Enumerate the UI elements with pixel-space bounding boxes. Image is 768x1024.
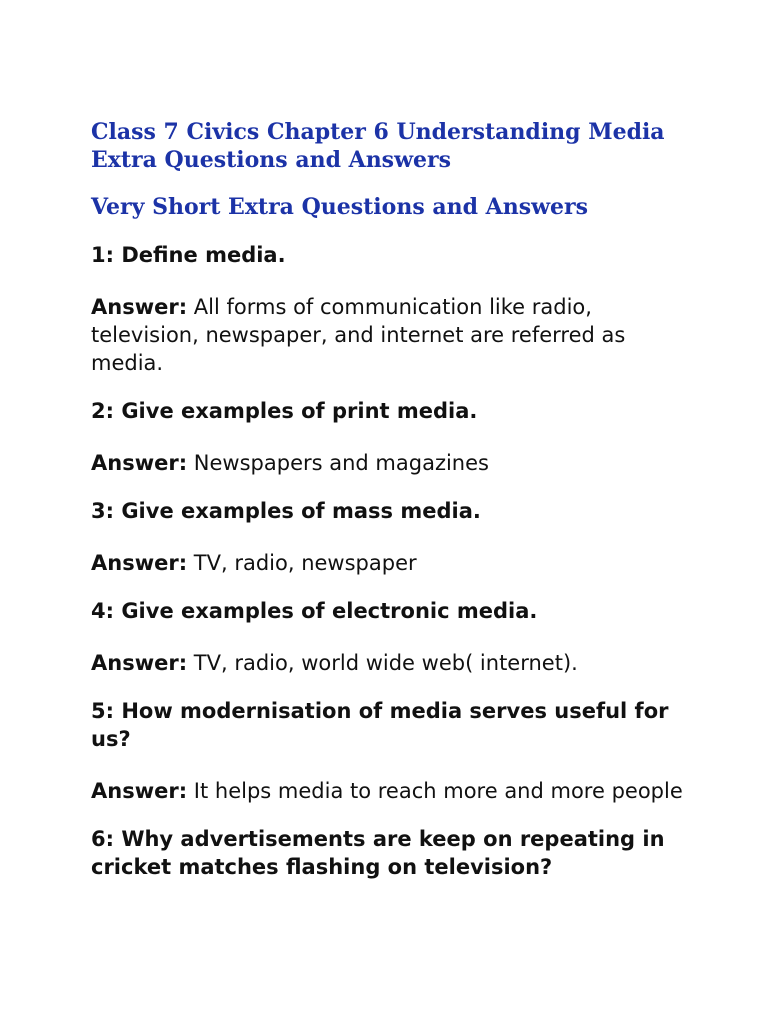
answer-label: Answer: bbox=[91, 451, 188, 475]
question-text: 4: Give examples of electronic media. bbox=[91, 599, 538, 623]
answer-body: It helps media to reach more and more people bbox=[193, 779, 683, 803]
document-title: Class 7 Civics Chapter 6 Understanding Media Extra Questions and Answers bbox=[91, 119, 665, 173]
question-text: 1: Define media. bbox=[91, 243, 286, 267]
qa-list bbox=[91, 241, 691, 881]
qa-item bbox=[91, 397, 691, 477]
answer-text bbox=[91, 293, 691, 377]
qa-item bbox=[91, 497, 691, 577]
question-text: 3: Give examples of mass media. bbox=[91, 499, 481, 523]
answer-body: Newspapers and magazines bbox=[193, 451, 489, 475]
question-text: 2: Give examples of print media. bbox=[91, 399, 478, 423]
section-heading: Very Short Extra Questions and Answers bbox=[91, 194, 589, 220]
answer-text bbox=[91, 449, 691, 477]
answer-body: TV, radio, newspaper bbox=[193, 551, 417, 575]
question-text: 6: Why advertisements are keep on repeating in cricket matches flashing on television? bbox=[91, 827, 665, 879]
answer-body: All forms of communication like radio, television, newspaper, and internet are referred as media. bbox=[91, 295, 626, 375]
qa-item bbox=[91, 697, 691, 805]
answer-text bbox=[91, 649, 691, 677]
qa-item bbox=[91, 825, 691, 881]
answer-text bbox=[91, 777, 691, 805]
answer-text bbox=[91, 549, 691, 577]
answer-label: Answer: bbox=[91, 651, 188, 675]
question-text: 5: How modernisation of media serves useful for us? bbox=[91, 699, 669, 751]
document-page bbox=[91, 118, 691, 881]
answer-label: Answer: bbox=[91, 779, 188, 803]
answer-body: TV, radio, world wide web( internet). bbox=[193, 651, 578, 675]
qa-item bbox=[91, 597, 691, 677]
answer-label: Answer: bbox=[91, 551, 188, 575]
qa-item bbox=[91, 241, 691, 377]
answer-label: Answer: bbox=[91, 295, 188, 319]
